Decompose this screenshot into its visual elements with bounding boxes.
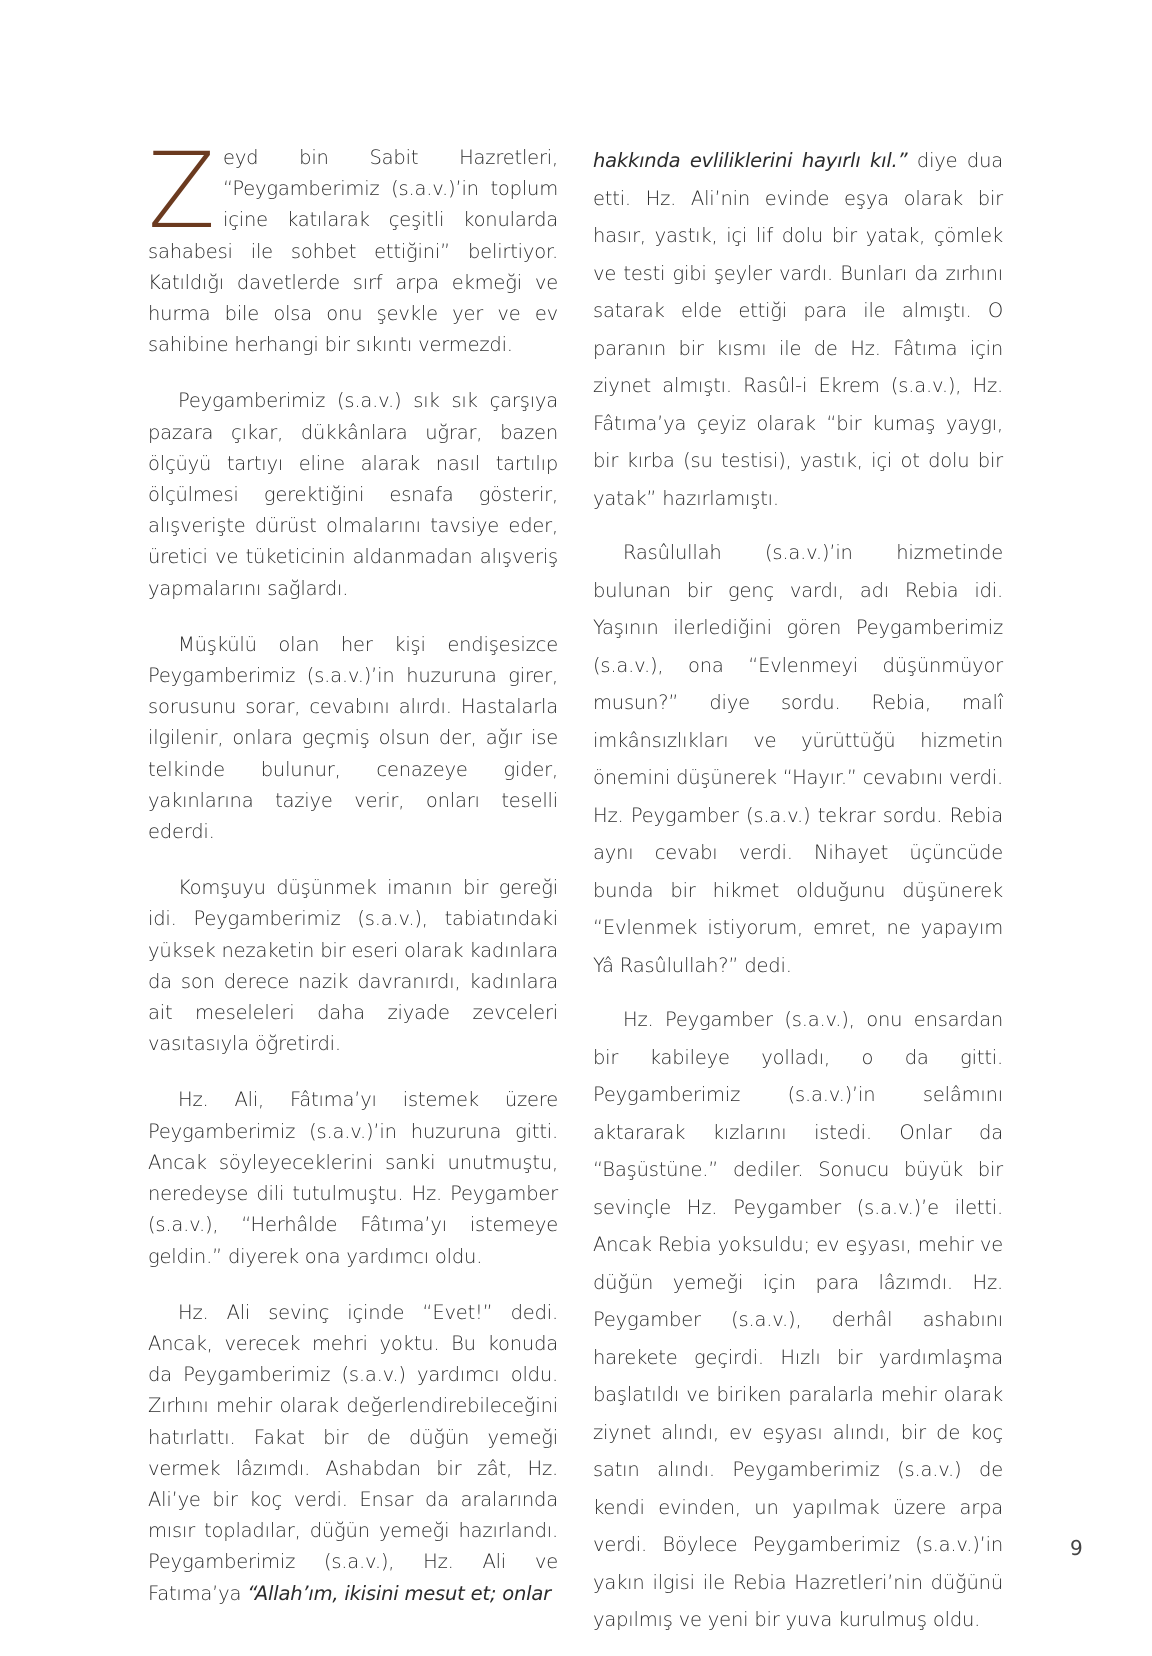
paragraph-text: Rasûlullah (s.a.v.)’in hizmetinde bulunan bir genç vardı, adı Rebia idi. Yaşının ilerlediğini gören Peygamberimiz (s.a.v.), ona “Evlenmeyi düşünmüyor musun?” diye sordu. Rebia, malî imkânsızlıkları ve yürüttüğü hizmetin önemini düşünerek “Hayır.” cevabını verdi. Hz. Peygamber (s.a.v.) tekrar sordu. Rebia aynı cevabı verdi. Nihayet üçüncüde bunda bir hikmet olduğunu düşünerek “Evlenmek istiyorum, emret, ne yapayım Yâ Rasûlullah?” dedi. xyxy=(593,541,1003,977)
paragraph-text: eyd bin Sabit Hazretleri, “Peygamberimiz (s.a.v.)’in toplum içine katılarak çeşitli konularda sahabesi ile sohbet ettiğini” belirtiyor. Katıldığı davetlerde sırf arpa ekmeği ve hurma bile olsa onu şevkle yer ve ev sahibine herhangi bir sıkıntı vermezdi. xyxy=(148,146,558,357)
paragraph-neighbors xyxy=(148,872,558,1059)
paragraph-text: Hz. Ali, Fâtıma’yı istemek üzere Peygamberimiz (s.a.v.)’in huzuruna gitti. Ancak söyleyeceklerini sanki unutmuştu, neredeyse dili tutulmuştu. Hz. Peygamber (s.a.v.), “Herhâlde Fâtıma’yı istemeye geldin.” diyerek ona yardımcı oldu. xyxy=(148,1088,558,1268)
right-text-column xyxy=(593,142,1003,1656)
paragraph-ali-fatima xyxy=(148,1084,558,1271)
paragraph-mehir xyxy=(148,1297,558,1609)
prayer-quote-start: “Allah’ım, ikisini mesut et; onlar xyxy=(247,1581,551,1605)
left-text-column xyxy=(147,130,558,1634)
paragraph-text: Müşkülü olan her kişi endişesizce Peygamberimiz (s.a.v.)’in huzuruna girer, sorusunu sorar, cevabını alırdı. Hastalarla ilgilenir, onlara geçmiş olsun der, ağır ise telkinde bulunur, cenazeye gider, yakınlarına taziye verir, onları teselli ederdi. xyxy=(148,632,558,844)
paragraph-market xyxy=(148,385,558,603)
drop-cap: Z xyxy=(147,130,216,252)
paragraph-visiting-sick xyxy=(148,629,558,847)
prayer-quote-end: hakkında evliliklerini hayırlı kıl.” xyxy=(593,149,908,172)
paragraph-text: Hz. Peygamber (s.a.v.), onu ensardan bir kabileye yolladı, o da gitti. Peygamberimiz (s.a.v.)’in selâmını aktararak kızlarını istedi. Onlar da “Başüstüne.” dediler. Sonucu büyük bir sevinçle Hz. Peygamber (s.a.v.)’e iletti. Ancak Rebia yoksuldu; ev eşyası, mehir ve düğün yemeği için para lâzımdı. Hz. Peygamber (s.a.v.), derhâl ashabını harekete geçirdi. Hızlı bir yardımlaşma başlatıldı ve biriken paralarla mehir olarak ziynet alındı, ev eşyası alındı, bir de koç satın alındı. Peygamberimiz (s.a.v.) de kendi evinden, un yapılmak üzere arpa verdi. Böylece Peygamberimiz (s.a.v.)’in yakın ilgisi ile Rebia Hazretleri’nin düğünü yapılmış ve yeni bir yuva kurulmuş oldu. xyxy=(593,1008,1003,1631)
paragraph-rebia xyxy=(593,534,1003,984)
paragraph-text: Komşuyu düşünmek imanın bir gereği idi. Peygamberimiz (s.a.v.), tabiatındaki yüksek nezaketin bir eseri olarak kadınlara da son derece nazik davranırdı, kadınlara ait meseleleri daha ziyade zevceleri vasıtasıyla öğretirdi. xyxy=(148,876,558,1056)
paragraph-text: diye dua etti. Hz. Ali’nin evinde eşya olarak bir hasır, yastık, içi lif dolu bir yatak, çömlek ve testi gibi şeyler vardı. Bunları da zırhını satarak elde ettiği para ile almıştı. O paranın bir kısmı ile de Hz. Fâtıma için ziynet almıştı. Rasûl-i Ekrem (s.a.v.), Hz. Fâtıma’ya çeyiz olarak “bir kumaş yaygı, bir kırba (su testisi), yastık, içi ot dolu bir yatak” hazırlamıştı. xyxy=(593,149,1003,510)
page-number: 9 xyxy=(1070,1536,1083,1560)
paragraph-rebia-wedding xyxy=(593,1001,1003,1639)
paragraph-household xyxy=(593,142,1003,517)
paragraph-text: Hz. Ali sevinç içinde “Evet!” dedi. Ancak, verecek mehri yoktu. Bu konuda da Peygamberimiz (s.a.v.) yardımcı oldu. Zırhını mehir olarak değerlendirebileceğini hatırlattı. Fakat bir de düğün yemeği vermek lâzımdı. Ashabdan bir zât, Hz. Ali’ye bir koç verdi. Ensar da aralarında mısır topladılar, düğün yemeği hazırlandı. Peygamberimiz (s.a.v.), Hz. Ali ve Fatıma’ya xyxy=(148,1300,558,1605)
paragraph-text: Peygamberimiz (s.a.v.) sık sık çarşıya pazara çıkar, dükkânlara uğrar, bazen ölçüyü tartıyı eline alarak nasıl tartılıp ölçülmesi gerektiğini esnafa gösterir, alışverişte dürüst olmalarını tavsiye eder, üretici ve tüketicinin aldanmadan alışveriş yapmalarını sağlardı. xyxy=(148,389,558,600)
paragraph-intro xyxy=(147,130,558,360)
